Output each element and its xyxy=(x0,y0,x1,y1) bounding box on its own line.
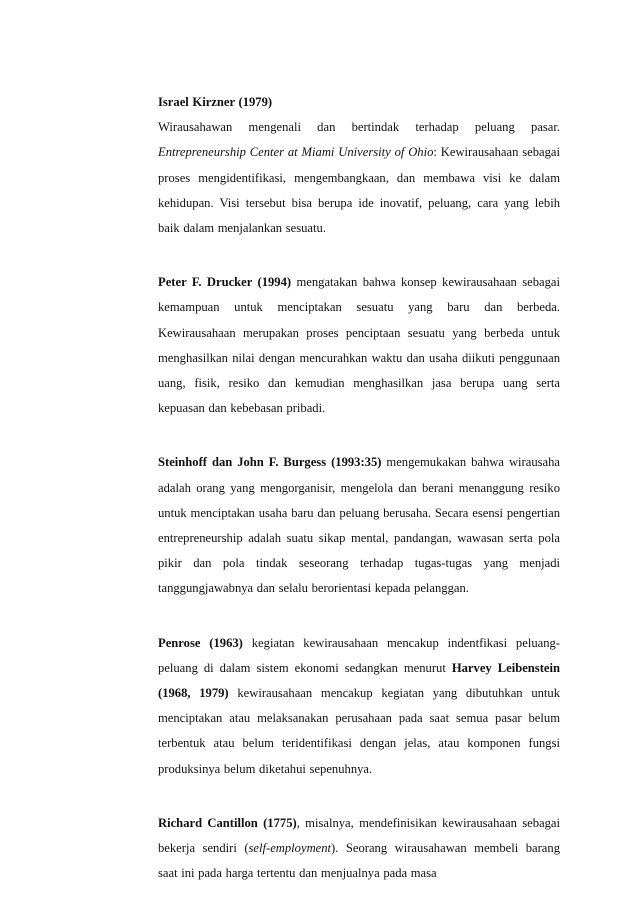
paragraph-text: kegiatan kewirausahaan mencakup indentfikasi peluang-peluang di dalam sistem ekonomi sedangkan menurut xyxy=(158,635,560,675)
paragraph-penrose xyxy=(158,631,560,782)
paragraph-text: mengemukakan bahwa wirausaha adalah orang yang mengorganisir, mengelola dan berani menanggung resiko untuk menciptakan usaha baru dan peluang berusaha. Secara esensi pengertian entrepreneurship adalah suatu sikap mental, pandangan, wawasan serta pola pikir dan pola tindak seseorang terhadap tugas-tugas yang menjadi tanggungjawabnya dan selalu berorientasi kepada pelanggan. xyxy=(158,455,560,596)
document-page xyxy=(158,90,560,915)
author-citation: Harvey Leibenstein (1968, 1979) xyxy=(158,660,560,701)
italic-term: self-employment xyxy=(248,841,332,856)
author-citation: Richard Cantillon (1775) xyxy=(158,815,297,830)
paragraph-steinhoff xyxy=(158,450,560,601)
paragraph-drucker xyxy=(158,270,560,421)
paragraph-text: Wirausahawan mengenali dan bertindak terhadap peluang pasar. xyxy=(158,120,560,135)
paragraph-text: : Kewirausahaan sebagai proses mengidentifikasi, mengembangkaan, dan membawa visi ke dalam kehidupan. Visi tersebut bisa berupa ide inovatif, peluang, cara yang lebih baik dalam menjalankan sesuatu. xyxy=(158,145,560,236)
paragraph-kirzner xyxy=(158,90,560,241)
paragraph-text: ). Seorang wirausahawan membeli barang saat ini pada harga tertentu dan menjualnya pada masa xyxy=(158,841,560,881)
paragraph-text: mengatakan bahwa konsep kewirausahaan sebagai kemampuan untuk menciptakan sesuatu yang baru dan berbeda. Kewirausahaan merupakan proses penciptaan sesuatu yang berbeda untuk menghasilkan nilai dengan mencurahkan waktu dan usaha diikuti penggunaan uang, fisik, resiko dan kemudian menghasilkan jasa berupa uang serta kepuasan dan kebebasan pribadi. xyxy=(158,275,561,416)
author-citation: Peter F. Drucker (1994) xyxy=(158,275,292,290)
paragraph-cantillon xyxy=(158,811,560,887)
paragraph-heading: Israel Kirzner (1979) xyxy=(158,95,273,109)
author-citation: Steinhoff dan John F. Burgess (1993:35) xyxy=(158,455,382,470)
author-citation: Penrose (1963) xyxy=(158,635,243,650)
paragraph-text: kewirausahaan mencakup kegiatan yang dibutuhkan untuk menciptakan atau melaksanakan perusahaan pada saat semua pasar belum terbentuk atau belum teridentifikasi dengan jelas, atau komponen fungsi produksinya belum diketahui sepenuhnya. xyxy=(158,686,561,776)
italic-term: Entrepreneurship Center at Miami University of Ohio xyxy=(158,145,434,160)
paragraph-text: , misalnya, mendefinisikan kewirausahaan sebagai bekerja sendiri ( xyxy=(158,815,560,856)
